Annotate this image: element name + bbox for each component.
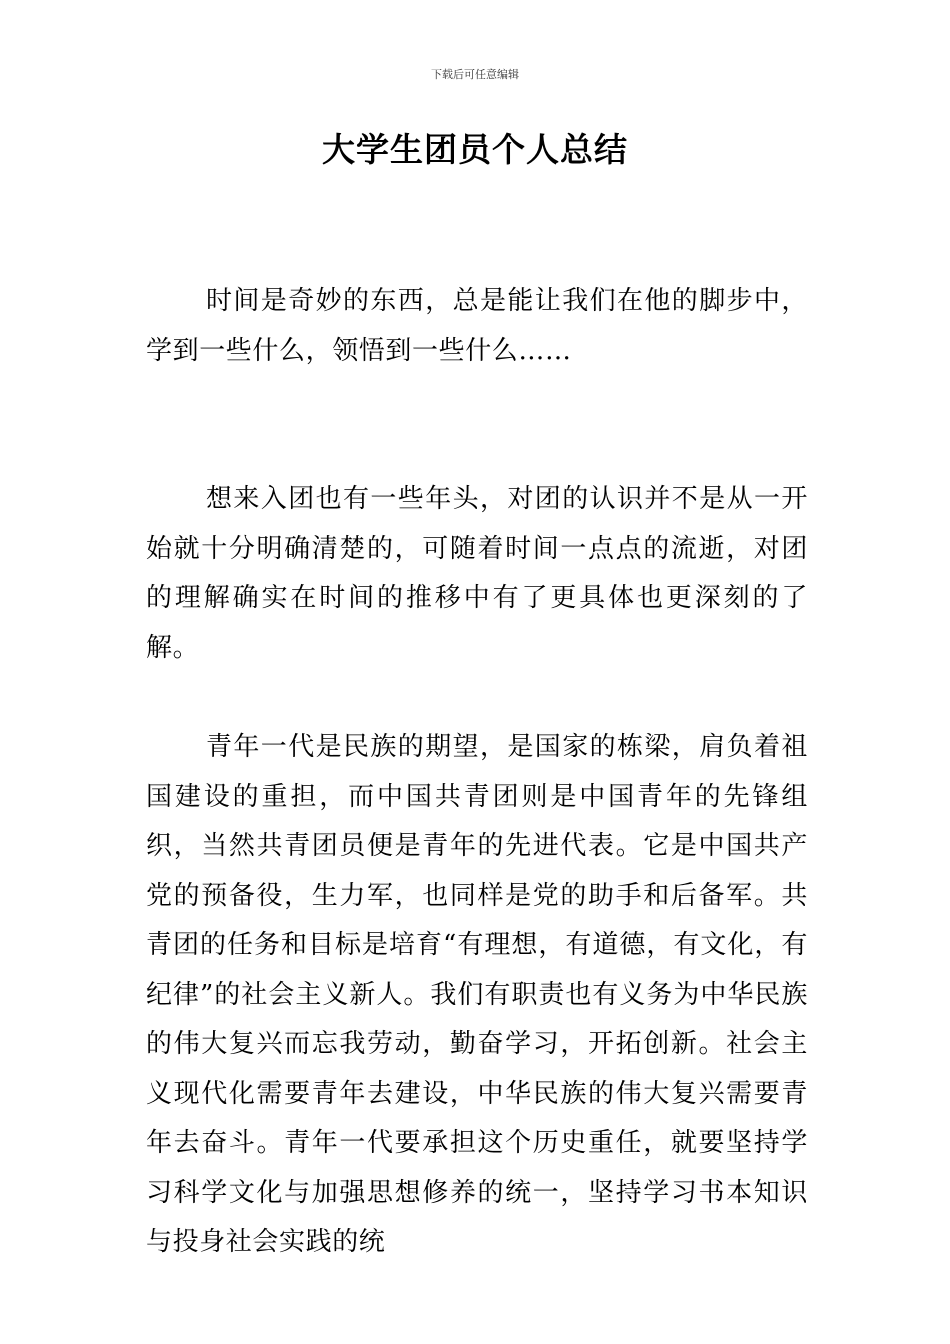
paragraph-1: 时间是奇妙的东西，总是能让我们在他的脚步中，学到一些什么，领悟到一些什么…… [146,286,808,366]
document-title: 大学生团员个人总结 [322,130,628,169]
paragraph-2: 想来入团也有一些年头，对团的认识并不是从一开始就十分明确清楚的，可随着时间一点点的流逝，对团的理解确实在时间的推移中有了更具体也更深刻的了解。 [146,484,808,663]
paragraph-3: 青年一代是民族的期望，是国家的栋梁，肩负着祖国建设的重担，而中国共青团则是中国青年的先锋组织，当然共青团员便是青年的先进代表。它是中国共产党的预备役，生力军，也同样是党的助手和后备军。共青团的任务和目标是培育“有理想，有道德，有文化，有纪律”的社会主义新人。我们有职责也有义务为中华民族的伟大复兴而忘我劳动，勤奋学习，开拓创新。社会主义现代化需要青年去建设，中华民族的伟大复兴需要青年去奋斗。青年一代要承担这个历史重任，就要坚持学习科学文化与加强思想修养的统一，坚持学习书本知识与投身社会实践的统 [146,732,808,1257]
header-note: 下载后可任意编辑 [431,68,519,81]
